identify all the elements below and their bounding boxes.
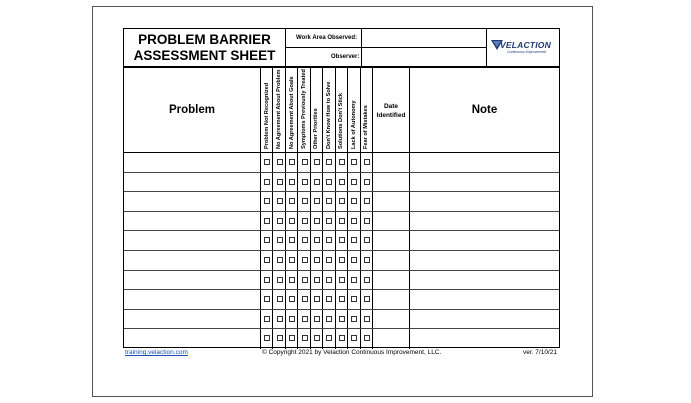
barrier-cell bbox=[298, 329, 310, 349]
barrier-checkbox[interactable] bbox=[289, 296, 295, 302]
barrier-cell bbox=[323, 271, 335, 290]
barrier-cell bbox=[323, 192, 335, 211]
barrier-cell bbox=[323, 310, 335, 329]
barrier-checkbox[interactable] bbox=[302, 198, 308, 204]
date-cell[interactable] bbox=[373, 310, 410, 329]
barrier-checkbox[interactable] bbox=[314, 237, 320, 243]
barrier-cell bbox=[298, 192, 310, 211]
barrier-checkbox[interactable] bbox=[364, 335, 370, 341]
barrier-cell bbox=[261, 310, 273, 329]
column-header bbox=[124, 68, 559, 153]
barrier-checkbox[interactable] bbox=[302, 257, 308, 263]
barrier-checkbox[interactable] bbox=[289, 237, 295, 243]
barrier-cell bbox=[336, 329, 348, 349]
barrier-column-header bbox=[348, 68, 360, 152]
barrier-checkbox[interactable] bbox=[314, 316, 320, 322]
barrier-checkbox[interactable] bbox=[364, 237, 370, 243]
date-cell[interactable] bbox=[373, 231, 410, 250]
barrier-cell bbox=[336, 310, 348, 329]
logo-text: VELACTION bbox=[500, 40, 551, 50]
barrier-checkbox[interactable] bbox=[364, 159, 370, 165]
barrier-checkbox[interactable] bbox=[351, 277, 357, 283]
barrier-checkbox[interactable] bbox=[289, 257, 295, 263]
barrier-checkbox[interactable] bbox=[264, 296, 270, 302]
barrier-cell bbox=[361, 153, 373, 172]
sheet-header bbox=[124, 29, 559, 68]
training-link[interactable]: training.velaction.com bbox=[125, 349, 188, 356]
barrier-checkbox[interactable] bbox=[302, 159, 308, 165]
barrier-checkbox[interactable] bbox=[339, 198, 345, 204]
barrier-checkbox[interactable] bbox=[314, 277, 320, 283]
barrier-cell bbox=[261, 212, 273, 231]
barrier-cell bbox=[286, 251, 298, 270]
barrier-label: No Agreement About Goals bbox=[288, 76, 295, 149]
barrier-cell bbox=[348, 251, 360, 270]
barrier-cell bbox=[348, 231, 360, 250]
barrier-cell bbox=[323, 153, 335, 172]
barrier-checkbox[interactable] bbox=[264, 316, 270, 322]
barrier-cell bbox=[348, 153, 360, 172]
table-row bbox=[124, 231, 559, 251]
barrier-cell bbox=[361, 251, 373, 270]
barrier-cell bbox=[311, 271, 323, 290]
observer-row bbox=[286, 48, 486, 66]
barrier-checkbox[interactable] bbox=[264, 257, 270, 263]
problem-cell[interactable] bbox=[124, 212, 261, 231]
barrier-checkbox[interactable] bbox=[326, 277, 332, 283]
barrier-label: No Agreement About Problem bbox=[276, 69, 283, 149]
barrier-checkbox[interactable] bbox=[364, 316, 370, 322]
barrier-cell bbox=[311, 329, 323, 349]
note-cell[interactable] bbox=[410, 271, 559, 290]
barrier-checkbox[interactable] bbox=[339, 218, 345, 224]
barrier-cell bbox=[261, 173, 273, 192]
barrier-checkbox[interactable] bbox=[351, 198, 357, 204]
barrier-checkbox[interactable] bbox=[314, 218, 320, 224]
barrier-checkbox[interactable] bbox=[302, 237, 308, 243]
date-cell[interactable] bbox=[373, 329, 410, 349]
barrier-cell bbox=[348, 212, 360, 231]
date-cell[interactable] bbox=[373, 251, 410, 270]
barrier-label: Other Priorities bbox=[313, 108, 320, 149]
barrier-cell bbox=[348, 329, 360, 349]
barrier-cell bbox=[311, 153, 323, 172]
barrier-cell bbox=[336, 153, 348, 172]
problem-cell[interactable] bbox=[124, 329, 261, 349]
barrier-label: Don't Know How to Solve bbox=[325, 81, 332, 149]
date-cell[interactable] bbox=[373, 192, 410, 211]
barrier-checkbox[interactable] bbox=[302, 179, 308, 185]
barrier-checkbox[interactable] bbox=[326, 335, 332, 341]
note-cell[interactable] bbox=[410, 192, 559, 211]
barrier-checkbox[interactable] bbox=[351, 159, 357, 165]
barrier-cell bbox=[273, 173, 285, 192]
date-cell[interactable] bbox=[373, 212, 410, 231]
table-row bbox=[124, 329, 559, 349]
note-cell[interactable] bbox=[410, 173, 559, 192]
barrier-column-header bbox=[286, 68, 298, 152]
note-cell[interactable] bbox=[410, 231, 559, 250]
table-row bbox=[124, 310, 559, 330]
barrier-cell bbox=[298, 251, 310, 270]
barrier-cell bbox=[298, 212, 310, 231]
barrier-cell bbox=[336, 290, 348, 309]
date-column-header: Date Identified bbox=[373, 68, 410, 152]
date-cell[interactable] bbox=[373, 290, 410, 309]
problem-cell[interactable] bbox=[124, 251, 261, 270]
barrier-cell bbox=[298, 153, 310, 172]
barrier-cell bbox=[273, 271, 285, 290]
barrier-checkbox[interactable] bbox=[326, 179, 332, 185]
company-logo bbox=[486, 29, 559, 66]
observer-field[interactable] bbox=[361, 48, 487, 66]
barrier-cell bbox=[361, 271, 373, 290]
barrier-cell bbox=[261, 153, 273, 172]
barrier-checkbox[interactable] bbox=[364, 198, 370, 204]
barrier-cell bbox=[323, 212, 335, 231]
problem-cell[interactable] bbox=[124, 153, 261, 172]
barrier-cell bbox=[273, 231, 285, 250]
barrier-cell bbox=[286, 290, 298, 309]
barrier-checkbox[interactable] bbox=[326, 316, 332, 322]
barrier-column-header bbox=[261, 68, 273, 152]
barrier-checkbox[interactable] bbox=[264, 198, 270, 204]
logo-subtitle: Continuous Improvement bbox=[507, 50, 547, 54]
barrier-checkbox[interactable] bbox=[289, 198, 295, 204]
barrier-cell bbox=[336, 173, 348, 192]
barrier-checkbox[interactable] bbox=[289, 277, 295, 283]
barrier-cell bbox=[336, 231, 348, 250]
barrier-cell bbox=[286, 192, 298, 211]
barrier-cell bbox=[348, 192, 360, 211]
barrier-checkbox[interactable] bbox=[302, 277, 308, 283]
barrier-checkbox[interactable] bbox=[351, 257, 357, 263]
barrier-checkbox[interactable] bbox=[277, 335, 283, 341]
barrier-checkbox[interactable] bbox=[339, 335, 345, 341]
barrier-checkbox[interactable] bbox=[277, 237, 283, 243]
barrier-cell bbox=[261, 251, 273, 270]
sheet-rows bbox=[124, 153, 559, 347]
barrier-checkbox[interactable] bbox=[277, 179, 283, 185]
barrier-checkbox[interactable] bbox=[264, 179, 270, 185]
assessment-sheet bbox=[123, 28, 560, 348]
barrier-cell bbox=[298, 271, 310, 290]
barrier-cell bbox=[261, 192, 273, 211]
barrier-checkbox[interactable] bbox=[289, 335, 295, 341]
barrier-checkbox[interactable] bbox=[289, 159, 295, 165]
barrier-checkbox[interactable] bbox=[364, 218, 370, 224]
barrier-cell bbox=[286, 231, 298, 250]
note-cell[interactable] bbox=[410, 251, 559, 270]
barrier-cell bbox=[361, 310, 373, 329]
barrier-cell bbox=[323, 173, 335, 192]
barrier-checkbox[interactable] bbox=[339, 316, 345, 322]
problem-cell[interactable] bbox=[124, 231, 261, 250]
barrier-checkbox[interactable] bbox=[264, 218, 270, 224]
barrier-column-header bbox=[311, 68, 323, 152]
barrier-checkbox[interactable] bbox=[326, 218, 332, 224]
title-line-1: PROBLEM BARRIER bbox=[138, 32, 271, 47]
barrier-cell bbox=[348, 271, 360, 290]
problem-cell[interactable] bbox=[124, 290, 261, 309]
barrier-cell bbox=[311, 310, 323, 329]
barrier-cell bbox=[273, 212, 285, 231]
table-row bbox=[124, 192, 559, 212]
barrier-checkbox[interactable] bbox=[339, 296, 345, 302]
barrier-cell bbox=[323, 329, 335, 349]
barrier-cell bbox=[286, 310, 298, 329]
barrier-cell bbox=[273, 310, 285, 329]
title-line-2: ASSESSMENT SHEET bbox=[133, 48, 276, 63]
barrier-checkbox[interactable] bbox=[277, 257, 283, 263]
barrier-column-header bbox=[361, 68, 373, 152]
barrier-cell bbox=[273, 329, 285, 349]
barrier-cell bbox=[323, 231, 335, 250]
barrier-cell bbox=[286, 212, 298, 231]
barrier-checkbox[interactable] bbox=[339, 237, 345, 243]
barrier-checkbox[interactable] bbox=[326, 159, 332, 165]
barrier-checkbox[interactable] bbox=[339, 159, 345, 165]
barrier-cell bbox=[286, 271, 298, 290]
barrier-checkbox[interactable] bbox=[314, 198, 320, 204]
work-area-label: Work Area Observed: bbox=[296, 35, 358, 41]
barrier-cell bbox=[273, 153, 285, 172]
barrier-cell bbox=[311, 251, 323, 270]
barrier-column-header bbox=[298, 68, 310, 152]
table-row bbox=[124, 173, 559, 193]
barrier-checkbox[interactable] bbox=[264, 159, 270, 165]
work-area-field[interactable] bbox=[361, 29, 487, 47]
barrier-cell bbox=[323, 290, 335, 309]
barrier-label: Solutions Don't Stick bbox=[338, 92, 345, 149]
barrier-cell bbox=[298, 231, 310, 250]
barrier-cell bbox=[361, 212, 373, 231]
barrier-checkbox[interactable] bbox=[277, 159, 283, 165]
barrier-cell bbox=[286, 173, 298, 192]
problem-cell[interactable] bbox=[124, 173, 261, 192]
version-text: ver. 7/10/21 bbox=[523, 349, 557, 356]
barrier-checkbox[interactable] bbox=[364, 277, 370, 283]
sheet-title bbox=[124, 29, 286, 66]
work-area-row bbox=[286, 29, 486, 48]
barrier-cell bbox=[336, 271, 348, 290]
barrier-cell bbox=[361, 231, 373, 250]
problem-column-header: Problem bbox=[124, 68, 261, 152]
barrier-checkbox[interactable] bbox=[364, 179, 370, 185]
barrier-checkbox[interactable] bbox=[302, 316, 308, 322]
barrier-cell bbox=[361, 290, 373, 309]
barrier-checkbox[interactable] bbox=[326, 296, 332, 302]
barrier-checkbox[interactable] bbox=[314, 179, 320, 185]
note-cell[interactable] bbox=[410, 153, 559, 172]
barrier-cell bbox=[298, 173, 310, 192]
barrier-checkbox[interactable] bbox=[326, 257, 332, 263]
barrier-cell bbox=[336, 212, 348, 231]
barrier-cell bbox=[361, 329, 373, 349]
barrier-cell bbox=[361, 173, 373, 192]
barrier-cell bbox=[298, 310, 310, 329]
barrier-cell bbox=[261, 271, 273, 290]
barrier-checkbox[interactable] bbox=[277, 198, 283, 204]
barrier-checkbox[interactable] bbox=[351, 218, 357, 224]
table-row bbox=[124, 251, 559, 271]
barrier-checkbox[interactable] bbox=[351, 335, 357, 341]
copyright-text: © Copyright 2021 by Velaction Continuous Improvement, LLC. bbox=[262, 349, 442, 356]
barrier-checkbox[interactable] bbox=[277, 316, 283, 322]
barrier-cell bbox=[261, 231, 273, 250]
barrier-checkbox[interactable] bbox=[314, 296, 320, 302]
problem-cell[interactable] bbox=[124, 192, 261, 211]
barrier-cell bbox=[336, 251, 348, 270]
barrier-cell bbox=[286, 153, 298, 172]
problem-cell[interactable] bbox=[124, 271, 261, 290]
barrier-checkbox[interactable] bbox=[289, 218, 295, 224]
note-column-header: Note bbox=[471, 104, 498, 116]
barrier-column-header bbox=[323, 68, 335, 152]
barrier-label: Problem Not Recognized bbox=[263, 82, 270, 149]
barrier-cell bbox=[311, 173, 323, 192]
barrier-checkbox[interactable] bbox=[314, 335, 320, 341]
table-row bbox=[124, 290, 559, 310]
barrier-cell bbox=[273, 251, 285, 270]
barrier-checkbox[interactable] bbox=[351, 179, 357, 185]
barrier-checkbox[interactable] bbox=[339, 179, 345, 185]
barrier-checkbox[interactable] bbox=[314, 257, 320, 263]
observer-label: Observer: bbox=[331, 54, 360, 60]
table-row bbox=[124, 271, 559, 291]
barrier-label: Lack of Autonomy bbox=[350, 100, 357, 149]
barrier-checkbox[interactable] bbox=[264, 335, 270, 341]
barrier-checkbox[interactable] bbox=[351, 237, 357, 243]
barrier-column-header bbox=[273, 68, 285, 152]
note-cell[interactable] bbox=[410, 310, 559, 329]
note-cell[interactable] bbox=[410, 212, 559, 231]
barrier-checkbox[interactable] bbox=[302, 296, 308, 302]
barrier-cell bbox=[273, 290, 285, 309]
barrier-cell bbox=[311, 212, 323, 231]
barrier-checkbox[interactable] bbox=[339, 257, 345, 263]
barrier-checkbox[interactable] bbox=[264, 277, 270, 283]
barrier-checkbox[interactable] bbox=[339, 277, 345, 283]
note-cell[interactable] bbox=[410, 329, 559, 349]
barrier-checkbox[interactable] bbox=[289, 316, 295, 322]
barrier-label: Symptoms Previously Treated bbox=[301, 69, 308, 149]
barrier-checkbox[interactable] bbox=[277, 218, 283, 224]
barrier-checkbox[interactable] bbox=[289, 179, 295, 185]
barrier-checkbox[interactable] bbox=[277, 296, 283, 302]
problem-cell[interactable] bbox=[124, 310, 261, 329]
barrier-cell bbox=[336, 192, 348, 211]
date-cell[interactable] bbox=[373, 271, 410, 290]
barrier-cell bbox=[273, 192, 285, 211]
date-cell[interactable] bbox=[373, 153, 410, 172]
barrier-checkbox[interactable] bbox=[364, 257, 370, 263]
barrier-label: Fear of Mistakes bbox=[363, 105, 370, 149]
barrier-checkbox[interactable] bbox=[351, 296, 357, 302]
barrier-cell bbox=[348, 290, 360, 309]
barrier-checkbox[interactable] bbox=[277, 277, 283, 283]
date-cell[interactable] bbox=[373, 173, 410, 192]
barrier-checkbox[interactable] bbox=[314, 159, 320, 165]
barrier-cell bbox=[348, 173, 360, 192]
barrier-cell bbox=[311, 231, 323, 250]
table-row bbox=[124, 212, 559, 232]
barrier-cell bbox=[298, 290, 310, 309]
barrier-cell bbox=[286, 329, 298, 349]
table-row bbox=[124, 153, 559, 173]
barrier-checkbox[interactable] bbox=[326, 237, 332, 243]
barrier-cell bbox=[323, 251, 335, 270]
barrier-cell bbox=[311, 290, 323, 309]
barrier-cell bbox=[261, 329, 273, 349]
barrier-checkbox[interactable] bbox=[302, 335, 308, 341]
barrier-cell bbox=[348, 310, 360, 329]
barrier-checkbox[interactable] bbox=[264, 237, 270, 243]
barrier-checkbox[interactable] bbox=[364, 296, 370, 302]
barrier-checkbox[interactable] bbox=[351, 316, 357, 322]
barrier-cell bbox=[261, 290, 273, 309]
barrier-checkbox[interactable] bbox=[302, 218, 308, 224]
note-cell[interactable] bbox=[410, 290, 559, 309]
barrier-column-header bbox=[336, 68, 348, 152]
barrier-cell bbox=[311, 192, 323, 211]
barrier-checkbox[interactable] bbox=[326, 198, 332, 204]
barrier-cell bbox=[361, 192, 373, 211]
